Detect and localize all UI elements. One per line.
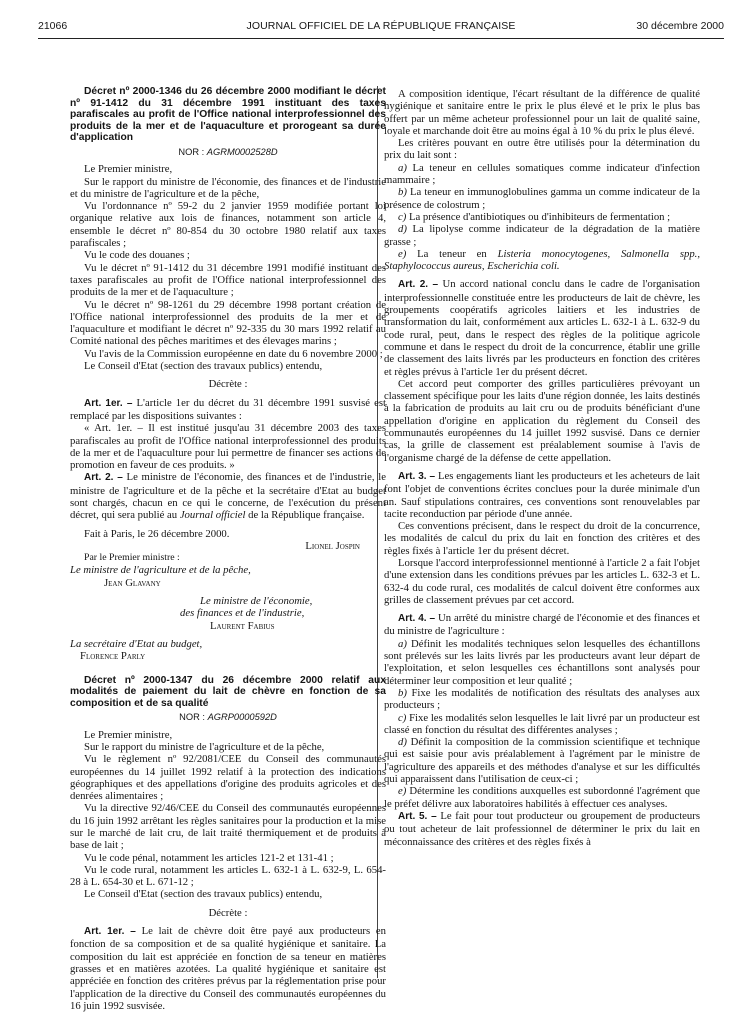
- right-column: [384, 88, 700, 848]
- decree1-para: Vu l'ordonnance nº 59-2 du 2 janvier 1959 modifiée portant loi organique relative aux lois de finances, notamment son article 4, ensemble le décret nº 80-854 du 30 octobre 1980 relatif aux taxes parafiscales ;: [70, 200, 386, 250]
- decree2-para: Vu le code pénal, notamment les articles 121-2 et 131-41 ;: [84, 851, 334, 864]
- criterion-letter: d): [398, 223, 407, 236]
- decree2-art1: [70, 925, 386, 1012]
- decree1-art2: [70, 471, 386, 521]
- art4-item-d: [384, 736, 700, 785]
- min-eco-title-1: Le ministre de l'économie,: [200, 595, 313, 608]
- decree2-para: Sur le rapport du ministre de l'agriculture et de la pêche,: [84, 740, 325, 753]
- decree2-art1-p3: Les critères pouvant en outre être utilisés pour la détermination du prix du lait sont :: [384, 137, 700, 162]
- decree1-para: Le Conseil d'Etat (section des travaux publics) entendu,: [84, 360, 323, 373]
- item-letter: c): [398, 711, 407, 724]
- decree2-art2: [384, 278, 700, 377]
- criterion-letter: e): [398, 247, 407, 260]
- decree1-decrete: Décrète :: [208, 378, 248, 391]
- nor-label: NOR :: [178, 146, 205, 157]
- decree2-art1-p2: A composition identique, l'écart résultant de la différence de qualité hygiénique et sanitaire entre le prix le plus élevé et le prix le plus bas offert par un même acheteur professionnel pour un lait de qualité saine, loyale et marchande doit être au moins égal à 10 % du prix le plus élevé.: [384, 88, 700, 137]
- nor-code: AGRP0000592D: [207, 712, 277, 723]
- item-letter: e): [398, 785, 407, 798]
- decree2-para: Vu le code rural, notamment les articles L. 632-1 à L. 632-9, L. 654-28 à L. 654-30 et L. 671-12 ;: [70, 863, 386, 889]
- journal-title: JOURNAL OFFICIEL DE LA RÉPUBLIQUE FRANÇAISE: [246, 20, 516, 32]
- header-rule: [38, 38, 724, 39]
- min-eco-name: Laurent Fabius: [210, 619, 275, 632]
- article-text: Le ministre de l'économie, des finances et de l'industrie, le ministre de l'agriculture et de la pêche et la secrétaire d'Etat au budget sont chargés, chacun en ce qui le concerne, de l'exécution du présent décret, qui sera publié au: [70, 471, 386, 522]
- item-text: Définit la composition de la commission scientifique et technique qui est saisie pour avis préalablement à l'agrément par le ministre de l'agriculture des appareils et des méthodes d'analyse et sur les difficultés qui apparaissent dans l'utilisation de ceux-ci ;: [384, 736, 701, 786]
- decree1-para: Vu le décret nº 91-1412 du 31 décembre 1991 modifié instituant des taxes parafiscales au profit de l'Office national interprofessionnel des produits de la mer et de l'aquaculture ;: [70, 261, 386, 299]
- min-agri-title: Le ministre de l'agriculture et de la pêche,: [70, 564, 251, 577]
- criterion-text: La teneur en immunoglobulines gamma un comme indicateur de la présence de colostrum ;: [384, 186, 700, 211]
- decree1-done: Fait à Paris, le 26 décembre 2000.: [84, 527, 230, 540]
- article-text: Le lait de chèvre doit être payé aux producteurs en fonction de sa composition et de sa qualité hygiénique et sanitaire. La composition du lait est appréciée en fonction de sa teneur en matières grasses et en matières azotées. La qualité hygiénique et sanitaire est appréciée en fonction des critères prévus par la réglementation prise pour l'application de la directive du Conseil des communautés européennes du 16 juin 1992 susvisée.: [70, 925, 387, 1012]
- decree2-title: Décret nº 2000-1347 du 26 décembre 2000 relatif aux modalités de paiement du lait de chèvre en fonction de sa composition et de sa qualité: [70, 674, 386, 709]
- item-text: Détermine les conditions auxquelles est subordonné l'agrément que le préfet délivre aux laboratoires habilités à effectuer ces analyses.: [384, 785, 701, 810]
- bacteria-list: Listeria monocytogenes, Salmonella spp., Staphylococcus aureus, Escherichia coli.: [384, 247, 701, 273]
- criterion-a: [384, 162, 700, 187]
- nor-label: NOR :: [179, 712, 205, 723]
- item-text: Définit les modalités techniques selon lesquelles des échantillons sont prélevés sur les laits livrés par les producteurs avant leur départ de l'exploitation, et selon lesquelles ces échantillons sont analysés pour déterminer leur composition et leur qualité ;: [384, 637, 701, 687]
- decree2-para: Le Premier ministre,: [84, 728, 173, 741]
- item-letter: a): [398, 637, 407, 650]
- art4-item-c: [384, 712, 700, 737]
- criterion-text: La teneur en: [417, 247, 487, 260]
- issue-date: 30 décembre 2000: [636, 20, 724, 32]
- article-label: Art. 2. –: [84, 472, 123, 484]
- left-column: [70, 86, 386, 1012]
- article-text: Un arrêté du ministre chargé de l'économie et des finances et du ministre de l'agriculture :: [384, 612, 701, 638]
- decree2-art3-p2: Ces conventions précisent, dans le respect du droit de la concurrence, les modalités de calcul du prix du lait en fonction des critères et des règles fixés à l'article 1er du présent décret.: [384, 520, 700, 557]
- criterion-e: [384, 248, 700, 273]
- article-text: L'article 1er du décret du 31 décembre 1991 susvisé est remplacé par les dispositions suivantes :: [70, 396, 386, 422]
- signer-pm: Lionel Jospin: [305, 539, 360, 552]
- by-pm-label: Par le Premier ministre :: [84, 552, 180, 564]
- sec-budget-title: La secrétaire d'Etat au budget,: [70, 637, 203, 650]
- decree2-para: Le Conseil d'Etat (section des travaux publics) entendu,: [84, 888, 323, 901]
- criterion-b: [384, 186, 700, 211]
- article-label: Art. 4. –: [398, 613, 436, 625]
- min-eco-title-2: des finances et de l'industrie,: [180, 607, 305, 620]
- criterion-letter: b): [398, 186, 407, 199]
- page-header: [38, 20, 724, 36]
- decree1-para: Sur le rapport du ministre de l'économie, des finances et de l'industrie et du ministre de l'agriculture et de la pêche,: [70, 175, 386, 200]
- decree2-nor: [70, 711, 386, 723]
- criterion-text: La lipolyse comme indicateur de la dégradation de la matière grasse ;: [384, 223, 701, 248]
- article-label: Art. 3. –: [398, 470, 436, 482]
- criterion-d: [384, 223, 700, 248]
- journal-officiel-ref: Journal officiel: [179, 509, 246, 522]
- item-text: Fixe les modalités selon lesquelles le lait livré par un producteur est classé en fonction du résultat des différentes analyses ;: [384, 711, 700, 736]
- decree1-para: Le Premier ministre,: [84, 163, 173, 176]
- decree2-para: Vu la directive 92/46/CEE du Conseil des communautés européennes du 16 juin 1992 arrêtant les règles sanitaires pour la production et la mise sur le marché de lait cru, de lait traité thermiquement et de produits à base de lait ;: [70, 802, 386, 852]
- item-letter: b): [398, 686, 407, 699]
- criterion-letter: a): [398, 161, 407, 174]
- sec-budget-name: Florence Parly: [80, 650, 146, 663]
- decree1-title: Décret nº 2000-1346 du 26 décembre 2000 modifiant le décret nº 91-1412 du 31 décembre 1991 instituant des taxes parafiscales au profit de l'Office national interprofessionnel des produits de la mer et de l'aquaculture et prorogeant sa durée d'application: [70, 86, 386, 144]
- decree2-art2-p2: Cet accord peut comporter des grilles particulières prévoyant un classement spécifique pour les laits d'une région donnée, les laits destinés à la fabrication de produits au lait cru ou de produits bénéficiant d'une appellation d'origine en application du règlement du Conseil des communautés européennes du 14 juillet 1992 susvisé. Dans ce dernier cas, la grille de classement est préalablement soumise à l'avis de l'organisme chargé de la défense de cette appellation.: [384, 377, 700, 464]
- article-label: Art. 2. –: [398, 279, 439, 291]
- article-text-end: de la République française.: [248, 509, 365, 522]
- decree1-para: Vu l'avis de la Commission européenne en date du 6 novembre 2000 ;: [84, 347, 383, 360]
- article-text: Les engagements liant les producteurs et les acheteurs de lait font l'objet de conventions écrites conclues pour la durée minimale d'un an. Sauf stipulations contraires, ces conventions sont renouvelables par tacite reconduction par période d'une année.: [384, 469, 700, 520]
- decree2-decrete: Décrète :: [208, 906, 248, 919]
- item-letter: d): [398, 736, 407, 749]
- decree2-art3: [384, 470, 700, 520]
- decree2-para: Vu le règlement nº 92/2081/CEE du Conseil des communautés européennes du 14 juillet 1992 relatif à la protection des indications géographiques et des appellations d'origine des produits agricoles et des denrées alimentaires ;: [70, 753, 386, 803]
- decree2-art4: [384, 612, 700, 638]
- article-label: Art. 1er. –: [84, 926, 136, 938]
- decree1-art1-quote: « Art. 1er. – Il est institué jusqu'au 31 décembre 2003 des taxes parafiscales au profit de l'Office national interprofessionnel des produits de la mer et de l'aquaculture pour lui permettre de financer ses actions de promotion en faveur de ces produits. »: [70, 422, 386, 472]
- page-number: 21066: [38, 20, 68, 32]
- article-text: Le fait pour tout producteur ou groupement de producteurs ou tout acheteur de lait professionnel de déterminer le prix du lait en méconnaissance des critères et des règles fixés à: [384, 809, 700, 848]
- min-agri-name: Jean Glavany: [104, 576, 161, 589]
- art4-item-e: [384, 785, 700, 810]
- nor-code: AGRM0002528D: [206, 146, 278, 157]
- article-label: Art. 1er. –: [84, 397, 133, 409]
- article-text: Un accord national conclu dans le cadre de l'organisation interprofessionnelle constituée entre les producteurs de lait de chèvre, les groupements coopératifs agricoles laitiers et les industries de transformation du lait, conformément aux articles L. 632-1 à L. 632-9 du code rural, peut, dans le respect des règles de la politique agricole commune et dans le respect du droit de la concurrence, établir une grille de classement des laits livrés par les producteurs en fonction des critères et règles prévus à l'article 1er du présent décret.: [384, 278, 701, 378]
- decree2-art5: [384, 810, 700, 848]
- art4-item-b: [384, 687, 700, 712]
- decree1-para: Vu le code des douanes ;: [84, 249, 190, 262]
- decree1-art1: [70, 397, 386, 423]
- criterion-text: La présence d'antibiotiques ou d'inhibiteurs de fermentation ;: [408, 210, 671, 223]
- criterion-c: [384, 211, 700, 223]
- decree2-art3-p3: Lorsque l'accord interprofessionnel mentionné à l'article 2 a fait l'objet d'une extension dans les conditions prévues par les articles L. 632-3 et L. 632-4 du code rural, ces modalités de calcul doivent être conformes aux grilles de classement prévues par cet accord.: [384, 556, 700, 606]
- decree1-para: Vu le décret nº 98-1261 du 29 décembre 1998 portant création de l'Office national interprofessionnel des produits de la mer et de l'aquaculture et modifiant le décret nº 92-335 du 30 mars 1992 relatif au Comité national des pêches maritimes et des élevages marins ;: [70, 298, 386, 348]
- art4-item-a: [384, 638, 700, 687]
- criterion-text: La teneur en cellules somatiques comme indicateur d'infection mammaire ;: [384, 161, 701, 187]
- decree1-nor: [70, 146, 386, 158]
- item-text: Fixe les modalités de notification des résultats des analyses aux producteurs ;: [384, 686, 701, 712]
- criterion-letter: c): [398, 210, 407, 223]
- article-label: Art. 5. –: [398, 810, 437, 822]
